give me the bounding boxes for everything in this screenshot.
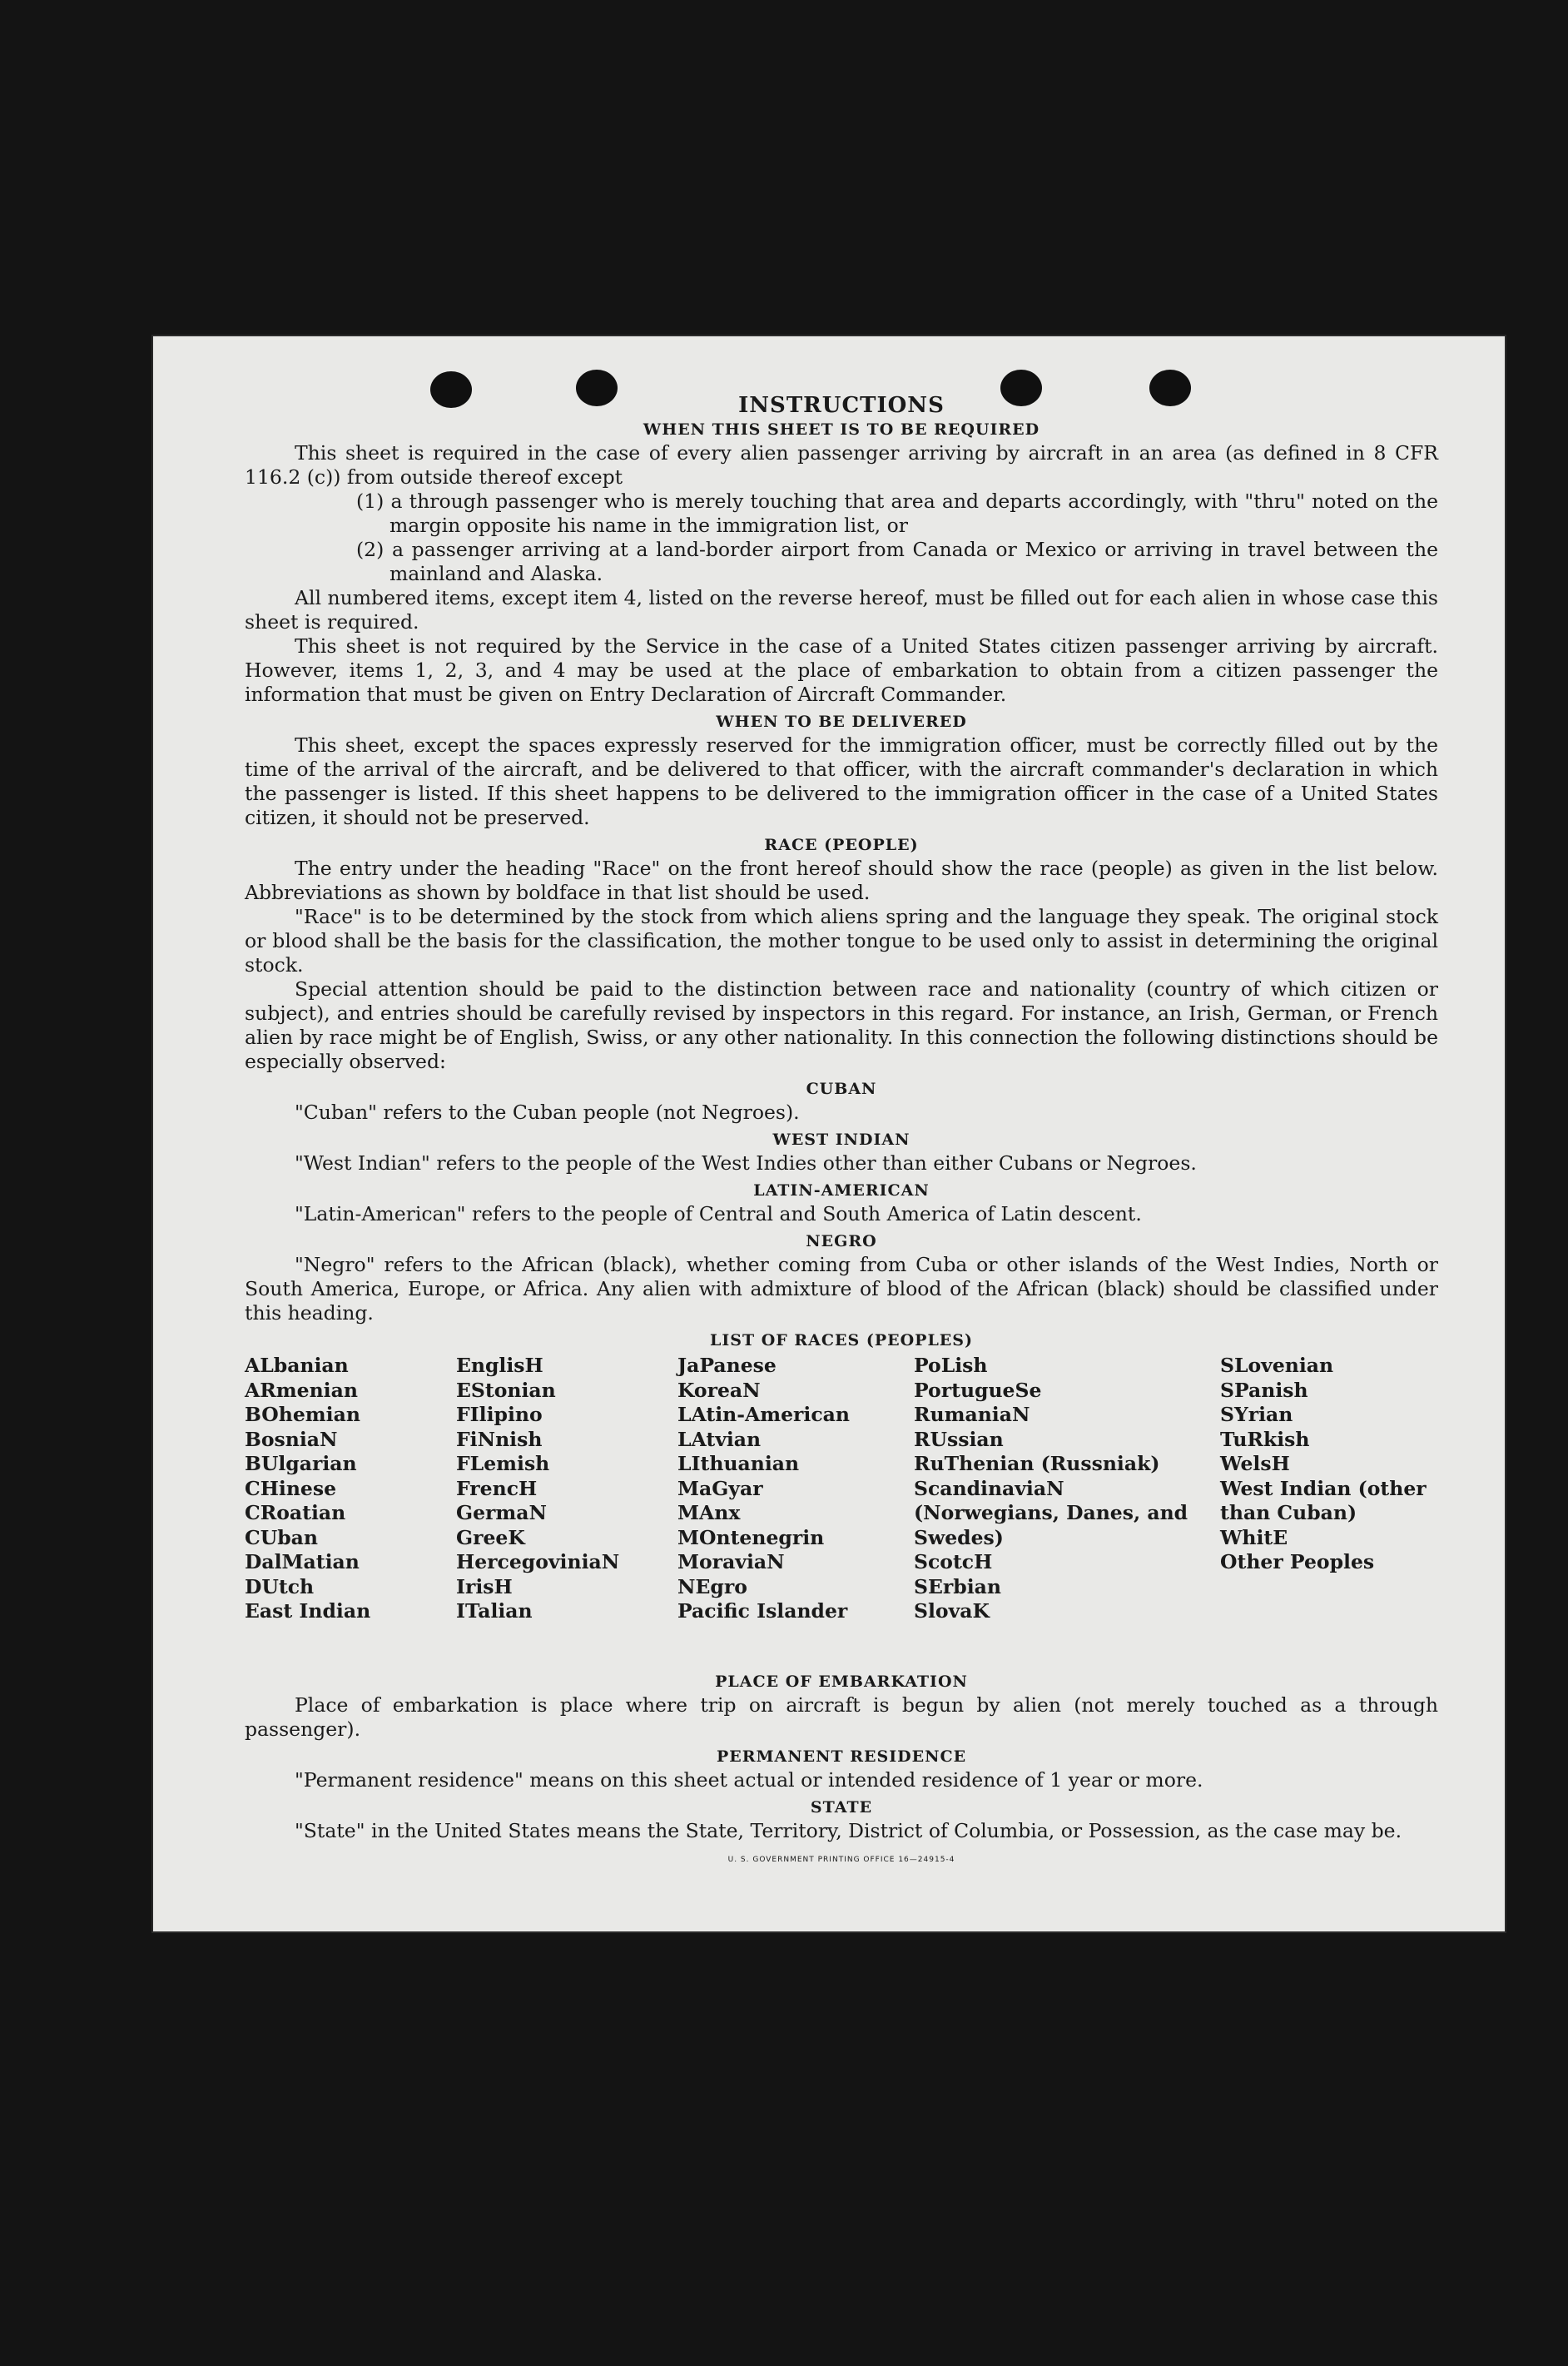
race-entry: FiNnish [456,1427,543,1451]
paragraph: The entry under the heading "Race" on the front hereof should show the race (people) as given in the list below. Abbreviations as shown by boldface in that list should be used. [245,857,1438,904]
race-entry: LAtvian [677,1427,762,1451]
race-entry: Pacific Islander [677,1599,848,1623]
race-entry: SYrian [1220,1403,1293,1426]
subheading: NEGRO [806,1232,877,1250]
race-entry: MaGyar [677,1476,763,1500]
paragraph: Place of embarkation is place where trip on aircraft is begun by alien (not merely touched as a through passenger). [245,1693,1438,1741]
race-entry: MOntenegrin [677,1525,825,1549]
race-entry: MAnx [677,1501,741,1524]
paragraph: All numbered items, except item 4, listed on the reverse hereof, must be filled out for each alien in whose case this sheet is required. [245,586,1438,634]
race-entry: EnglisH [456,1354,543,1377]
race-entry: FLemish [456,1452,550,1475]
list-item: (1) a through passenger who is merely touching that area and departs accordingly, with "thru" noted on the margin opposite his name in the immigration list, or [356,490,1438,537]
page-title: INSTRUCTIONS [738,393,945,418]
races-column [245,1354,370,1624]
race-entry: PortugueSe [914,1378,1042,1402]
section-heading: RACE (PEOPLE) [764,836,919,854]
race-entry: BUlgarian [245,1452,357,1475]
race-entry: RUssian [914,1427,1004,1451]
race-entry: CUban [245,1525,318,1549]
race-entry: BOhemian [245,1403,360,1426]
race-entry: JaPanese [677,1354,777,1377]
paragraph: "State" in the United States means the State, Territory, District of Columbia, or Possession, as the case may be. [295,1819,1402,1842]
section-heading: PERMANENT RESIDENCE [716,1747,967,1766]
races-column [914,1354,1188,1624]
list-item: (2) a passenger arriving at a land-border airport from Canada or Mexico or arriving in travel between the mainland and Alaska. [356,538,1438,585]
races-list [245,1354,1438,1667]
section-heading: LIST OF RACES (PEOPLES) [710,1331,973,1350]
race-entry: ITalian [456,1599,533,1623]
race-entry: CHinese [245,1476,337,1500]
paragraph: "Negro" refers to the African (black), whether coming from Cuba or other islands of the West Indies, North or South America, Europe, or Africa. Any alien with admixture of blood of the African (black) should be classified under this heading. [245,1253,1438,1325]
race-entry: EStonian [456,1378,556,1402]
paragraph: This sheet, except the spaces expressly reserved for the immigration officer, must be correctly filled out by the time of the arrival of the aircraft, and be delivered to that officer, with the aircraft commander's declaration in which the passenger is listed. If this sheet happens to be delivered to the immigration officer in the case of a United States citizen, it should not be preserved. [245,733,1438,829]
race-entry: FrencH [456,1476,538,1500]
race-entry: Other Peoples [1220,1550,1375,1573]
race-entry: LIthuanian [677,1452,800,1475]
race-entry: WelsH [1220,1452,1290,1475]
race-entry: ScotcH [914,1550,993,1573]
section-heading: WHEN TO BE DELIVERED [716,713,967,731]
subheading: WEST INDIAN [772,1131,911,1149]
races-column [1220,1354,1445,1575]
race-entry: WhitE [1220,1525,1288,1549]
race-entry: DUtch [245,1574,315,1598]
document-sheet [151,335,1506,1933]
printer-imprint: U. S. GOVERNMENT PRINTING OFFICE 16—24915-4 [727,1856,955,1864]
paragraph: This sheet is required in the case of every alien passenger arriving by aircraft in an area (as defined in 8 CFR 116.2 (c)) from outside thereof except [245,441,1438,489]
race-entry: RumaniaN [914,1403,1030,1426]
race-entry: HercegoviniaN [456,1550,620,1573]
race-entry: MoraviaN [677,1550,785,1573]
races-column [456,1354,619,1624]
paragraph: "Permanent residence" means on this sheet actual or intended residence of 1 year or more. [295,1768,1203,1792]
race-entry: IrisH [456,1574,513,1598]
subheading: CUBAN [806,1080,877,1098]
race-entry: SPanish [1220,1378,1308,1402]
race-entry: LAtin-American [677,1403,850,1426]
paragraph: "West Indian" refers to the people of the West Indies other than either Cubans or Negroes. [295,1151,1197,1175]
race-entry: GreeK [456,1525,525,1549]
race-entry: GermaN [456,1501,547,1524]
race-entry: SErbian [914,1574,1001,1598]
race-entry: SLovenian [1220,1354,1334,1377]
race-entry: DalMatian [245,1550,360,1573]
subheading: LATIN-AMERICAN [753,1181,930,1200]
race-entry: West Indian (other than Cuban) [1220,1476,1427,1524]
race-entry: BosniaN [245,1427,338,1451]
race-entry: NEgro [677,1574,747,1598]
race-entry: East Indian [245,1599,371,1623]
race-entry: TuRkish [1220,1427,1310,1451]
paragraph: "Race" is to be determined by the stock from which aliens spring and the language they speak. The original stock or blood shall be the basis for the classification, the mother tongue to be used only to assist in determining the original stock. [245,905,1438,977]
race-entry: KoreaN [677,1378,761,1402]
paragraph: This sheet is not required by the Service in the case of a United States citizen passenger arriving by aircraft. However, items 1, 2, 3, and 4 may be used at the place of embarkation to obtain from a citizen passenger the information that must be given on Entry Declaration of Aircraft Commander. [245,634,1438,706]
race-entry: ScandinaviaN (Norwegians, Danes, and Swedes) [914,1476,1188,1549]
race-entry: PoLish [914,1354,988,1377]
race-entry: ARmenian [245,1378,358,1402]
paragraph: "Cuban" refers to the Cuban people (not Negroes). [295,1101,800,1124]
race-entry: CRoatian [245,1501,346,1524]
section-heading: WHEN THIS SHEET IS TO BE REQUIRED [643,420,1040,439]
race-entry: ALbanian [245,1354,349,1377]
section-heading: PLACE OF EMBARKATION [715,1673,968,1691]
race-entry: SlovaK [914,1599,990,1623]
race-entry: RuThenian (Russniak) [914,1452,1160,1475]
section-heading: STATE [810,1798,873,1817]
races-column [677,1354,850,1624]
race-entry: FIlipino [456,1403,543,1426]
paragraph: "Latin-American" refers to the people of Central and South America of Latin descent. [295,1202,1142,1225]
paragraph: Special attention should be paid to the distinction between race and nationality (country of which citizen or subject), and entries should be carefully revised by inspectors in this regard. For instance, an Irish, German, or French alien by race might be of English, Swiss, or any other nationality. In this connection the following distinctions should be especially observed: [245,977,1438,1073]
instructions-content [245,393,1438,1872]
